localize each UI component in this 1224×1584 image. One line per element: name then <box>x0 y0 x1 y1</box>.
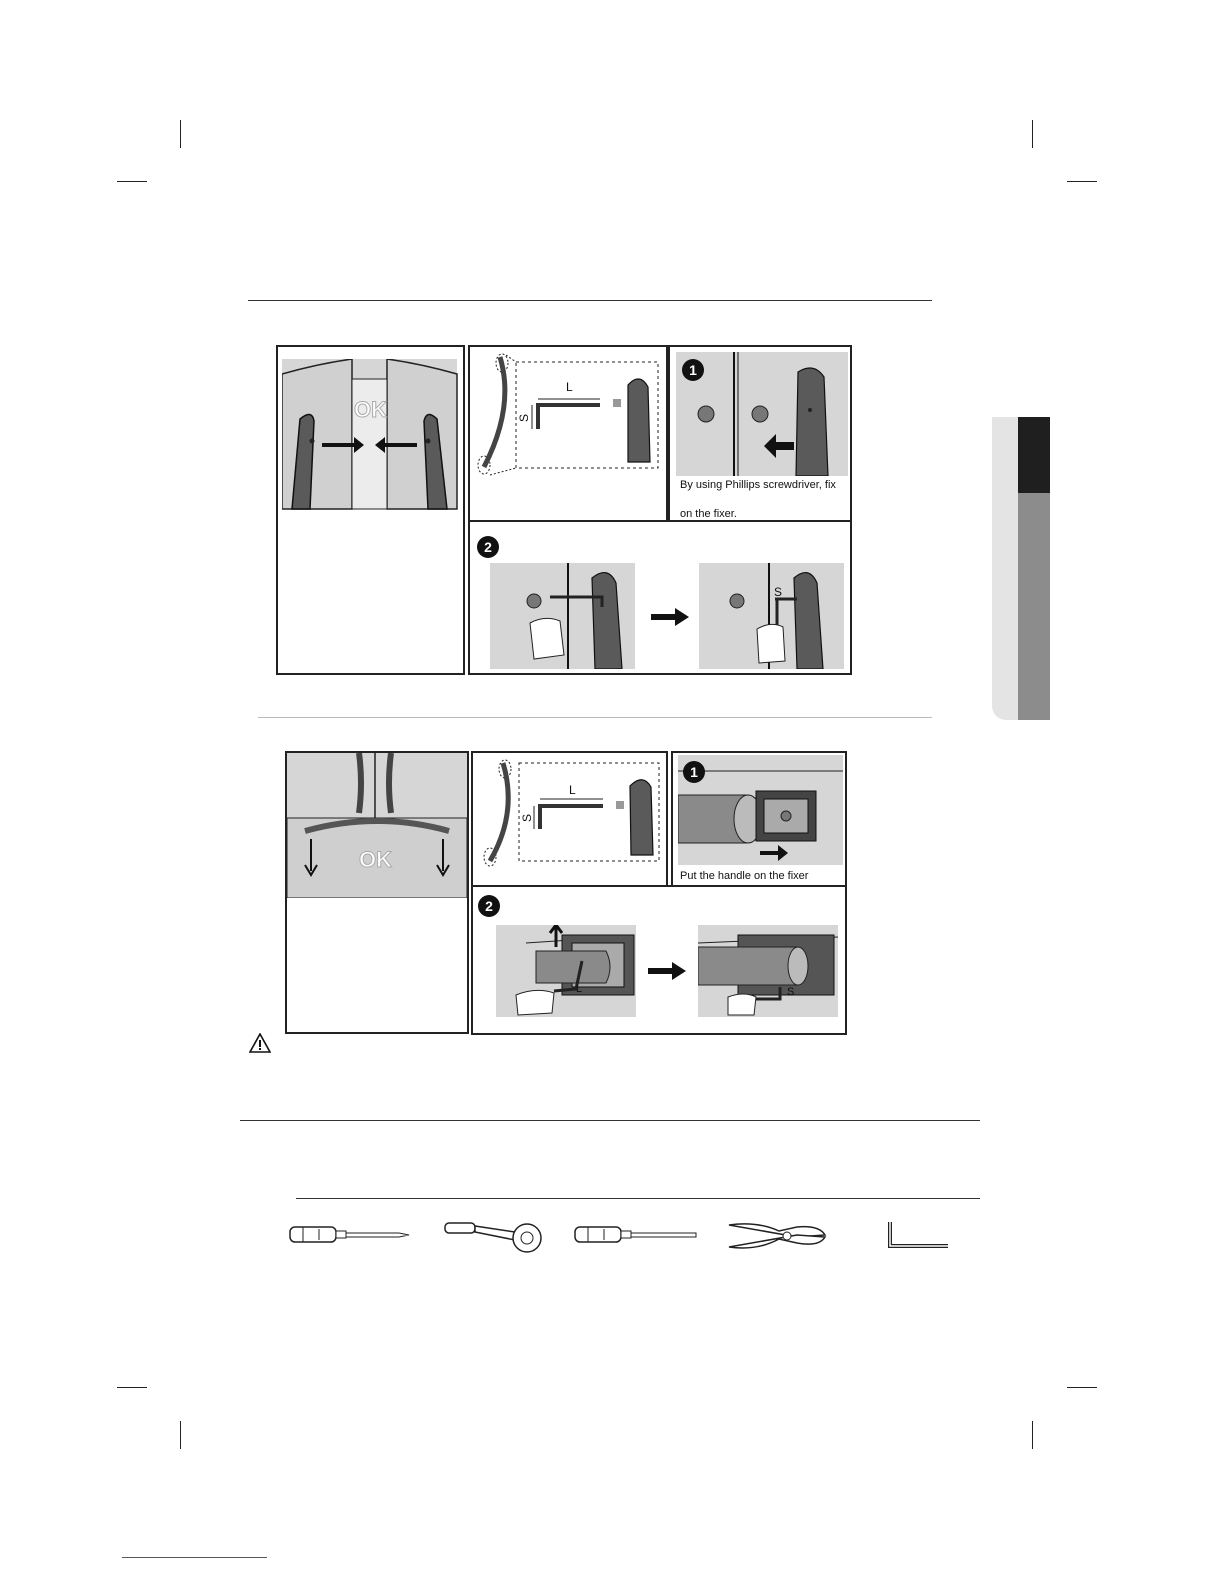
step1-badge-2: 1 <box>683 761 705 783</box>
right-arrow-icon-2 <box>648 962 686 980</box>
dim-label-long: L <box>566 380 573 394</box>
tools-list-rule <box>296 1198 980 1199</box>
hex-key-tightening-after <box>699 563 844 669</box>
ok-label-2: OK <box>359 847 392 872</box>
section1-parts-panel <box>468 345 668 522</box>
section2-rule <box>258 717 932 718</box>
right-arrow-icon <box>651 608 689 626</box>
step1-badge: 1 <box>682 359 704 381</box>
fixer-caption-line1: By using Phillips screwdriver, fix <box>680 479 836 491</box>
section2-step2-panel <box>471 885 847 1035</box>
drawer-handle-illustration <box>287 753 467 898</box>
dim-label-short-after: S <box>774 585 783 599</box>
pliers-icon <box>727 1217 827 1255</box>
drawer-hex-key-after <box>698 925 838 1017</box>
step2-badge: 2 <box>477 536 499 558</box>
dim-label-long-step2: L <box>576 983 583 995</box>
hex-key-tightening-before <box>490 563 635 669</box>
crop-mark-bl-v <box>180 1421 181 1449</box>
section1-doors-panel <box>276 345 465 675</box>
section1-step2-panel <box>468 520 852 675</box>
warning-triangle-icon <box>249 1033 271 1053</box>
crop-mark-tl-h <box>117 181 147 182</box>
hex-key-icon <box>886 1220 952 1252</box>
section2-step1-panel <box>671 751 847 887</box>
section1-rule <box>248 300 932 301</box>
socket-wrench-icon <box>443 1218 545 1254</box>
step2-badge-2: 2 <box>478 895 500 917</box>
side-tab-light <box>992 417 1020 720</box>
side-tab-mid <box>1018 493 1050 720</box>
phillips-screwdriver-icon <box>289 1224 411 1246</box>
step2-direction-arrow-2 <box>648 962 686 980</box>
dim-label-short-step2: S <box>787 986 795 998</box>
ok-label: OK <box>354 397 387 422</box>
section2-drawer-panel <box>285 751 469 1034</box>
drawer-hex-key-before <box>496 925 636 1017</box>
chapter-side-tab <box>992 417 1050 720</box>
footer-link-underline <box>122 1557 267 1558</box>
dim-label-short-2: S <box>520 813 535 823</box>
doors-with-handles-illustration <box>282 359 467 524</box>
crop-mark-tr-h <box>1067 181 1097 182</box>
section1-step1-panel <box>668 345 852 522</box>
fixer-caption-line2: on the fixer. <box>680 508 737 520</box>
put-handle-caption: Put the handle on the fixer <box>680 870 809 882</box>
crop-mark-br-v <box>1032 1421 1033 1449</box>
dim-label-long-2: L <box>569 783 576 797</box>
section2-parts-panel <box>471 751 668 887</box>
tools-section-rule <box>240 1120 980 1121</box>
crop-mark-br-h <box>1067 1387 1097 1388</box>
crop-mark-tr-v <box>1032 120 1033 148</box>
step2-direction-arrow <box>651 608 689 626</box>
handle-and-hex-key-diagram <box>470 347 666 520</box>
crop-mark-tl-v <box>180 120 181 148</box>
crop-mark-bl-h <box>117 1387 147 1388</box>
dim-label-short: S <box>517 413 532 423</box>
side-tab-dark <box>1018 417 1050 493</box>
handle-and-hex-key-diagram-2 <box>473 753 666 885</box>
flat-screwdriver-icon <box>574 1224 698 1246</box>
